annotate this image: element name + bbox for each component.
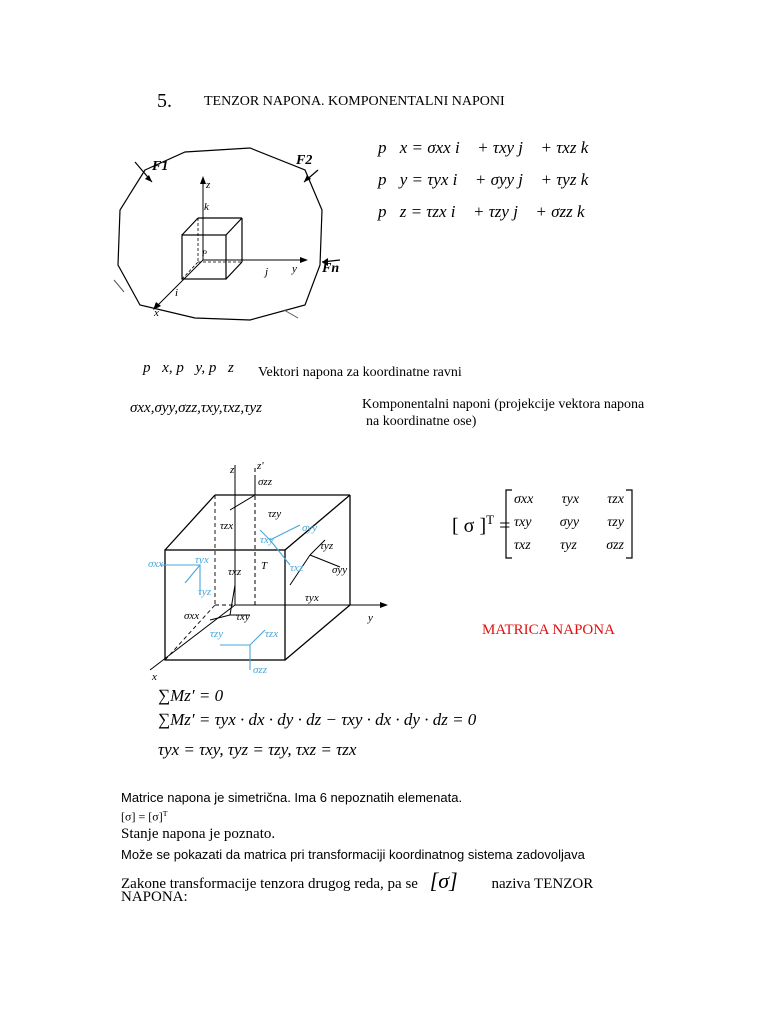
body-outline [118,148,322,320]
z-prime-label: z' [257,460,264,472]
z-label: z [230,464,235,476]
svg-text:τyx: τyx [305,592,319,604]
y-label: y [368,612,373,624]
text-line-2: $[\sigma] = [\sigma]^T$ [121,809,168,824]
x-label: x [154,307,159,319]
t-label: T [261,560,268,572]
matrix-caption: MATRICA NAPONA [482,622,615,638]
svg-text:τyz: τyz [198,586,212,598]
text-line-1: Matrice napona je simetrična. Ima 6 nepoznatih elemenata. [121,790,463,805]
text-line-4: Može se pokazati da matrica pri transformaciji koordinatnog sistema zadovoljava [121,847,585,862]
fn-label: Fn [322,261,340,276]
svg-text:τzy: τzy [210,628,224,640]
components-text-2: na koordinatne ose) [366,414,477,429]
svg-text:σzz: σzz [253,664,267,676]
f2-label: F2 [296,153,313,168]
section-number: 5. [157,90,172,112]
svg-text:τxz: τxz [228,566,242,578]
svg-text:τzx: τzx [265,628,279,640]
svg-text:σxx: σxx [148,558,164,570]
f1-label: F1 [152,159,169,174]
components-text-1: Komponentalni naponi (projekcije vektora napona [362,397,645,412]
svg-text:τzy: τzy [268,508,282,520]
body-diagram [100,140,360,330]
svg-text:τzx: τzx [220,520,234,532]
z-label: z [206,179,211,191]
svg-text:τyz: τyz [320,540,334,552]
x-label: x [152,671,157,683]
matrix-lhs: [ σ ]$^T$ = [452,512,511,537]
svg-text:τyx: τyx [195,554,209,566]
vectors-text: Vektori napona za koordinatne ravni [258,365,462,380]
svg-text:τxy: τxy [236,611,250,623]
svg-text:σyy: σyy [332,564,348,576]
svg-text:σxx: σxx [184,610,200,622]
j-label: j [265,266,269,278]
eq-pz: p⃗z = τzx i⃗ + τzy j⃗ + σzz k⃗ [378,202,598,221]
text-line-5: Zakone transformacije tenzora drugog reda, pa se [σ] naziva TENZOR [121,868,594,893]
eq-px: p⃗x = σxx i⃗ + τxy j⃗ + τxz k⃗ [378,138,602,157]
text-line-3: Stanje napona je poznato. [121,826,276,842]
text-line-6: NAPONA: [121,889,188,905]
moment-eq-1: ∑Mz′ = 0 [158,686,224,705]
moment-eq-2: ∑Mz′ = τyx · dx · dy · dz − τxy · dx · dy · dz = 0 [158,710,477,729]
i-label: i [175,287,179,299]
p-label: P [202,249,207,258]
eq-py: p⃗y = τyx i⃗ + σyy j⃗ + τyz k⃗ [378,170,602,189]
k-label: k [204,201,209,213]
stress-cube-diagram [140,455,400,685]
vectors-symbols: p⃗x, p⃗y, p⃗z [143,360,234,376]
sigma-symbol: [σ] [429,868,458,893]
x-axis [155,260,203,308]
y-label: y [292,263,297,275]
svg-text:τxz: τxz [290,562,304,574]
components-symbols: σxx,σyy,σzz,τxy,τxz,τyz [130,400,263,416]
symmetry-eq: τyx = τxy, τyz = τzy, τxz = τzx [158,740,357,759]
section-title: TENZOR NAPONA. KOMPONENTALNI NAPONI [204,94,505,109]
matrix-body: σxx τyx τzx τxy σyy τzy τxz τyz σzz [514,492,624,553]
svg-text:σzz: σzz [258,476,272,488]
svg-text:σyy: σyy [302,522,318,534]
svg-text:τxy: τxy [260,534,274,546]
